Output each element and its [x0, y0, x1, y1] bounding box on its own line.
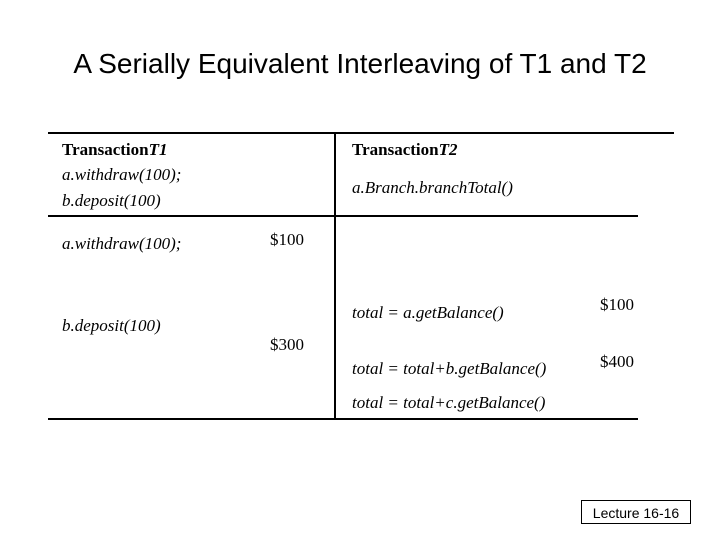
t1-summary-op-1: a.withdraw(100);	[62, 165, 182, 184]
t2-header-prefix: Transaction	[352, 140, 439, 159]
lecture-footer: Lecture 16-16	[581, 500, 691, 524]
t1-step-2-op: b.deposit(100)	[62, 316, 161, 335]
table-bottom-rule	[48, 418, 638, 420]
t2-step-2-op: total = total+b.getBalance()	[352, 359, 547, 378]
table-top-rule	[48, 132, 674, 134]
column-divider	[334, 132, 336, 418]
t2-summary-op: a.Branch.branchTotal()	[352, 178, 513, 197]
t1-summary-op-2: b.deposit(100)	[62, 191, 161, 210]
t2-header-name: T2	[438, 140, 458, 159]
t2-step-1-value: $100	[600, 295, 634, 314]
t2-step-2-value: $400	[600, 352, 634, 371]
t1-header-name: T1	[148, 140, 168, 159]
t1-header-prefix: Transaction	[62, 140, 149, 159]
slide-title: A Serially Equivalent Interleaving of T1 and T2	[73, 48, 647, 79]
t1-step-1-op: a.withdraw(100);	[62, 234, 182, 253]
t1-step-1-value: $100	[270, 230, 304, 249]
t2-header	[352, 140, 457, 160]
header-bottom-rule	[48, 215, 638, 217]
t1-step-2-value: $300	[270, 335, 304, 354]
t2-step-1-op: total = a.getBalance()	[352, 303, 504, 322]
t2-step-3-op: total = total+c.getBalance()	[352, 393, 546, 412]
t1-header	[62, 140, 167, 160]
